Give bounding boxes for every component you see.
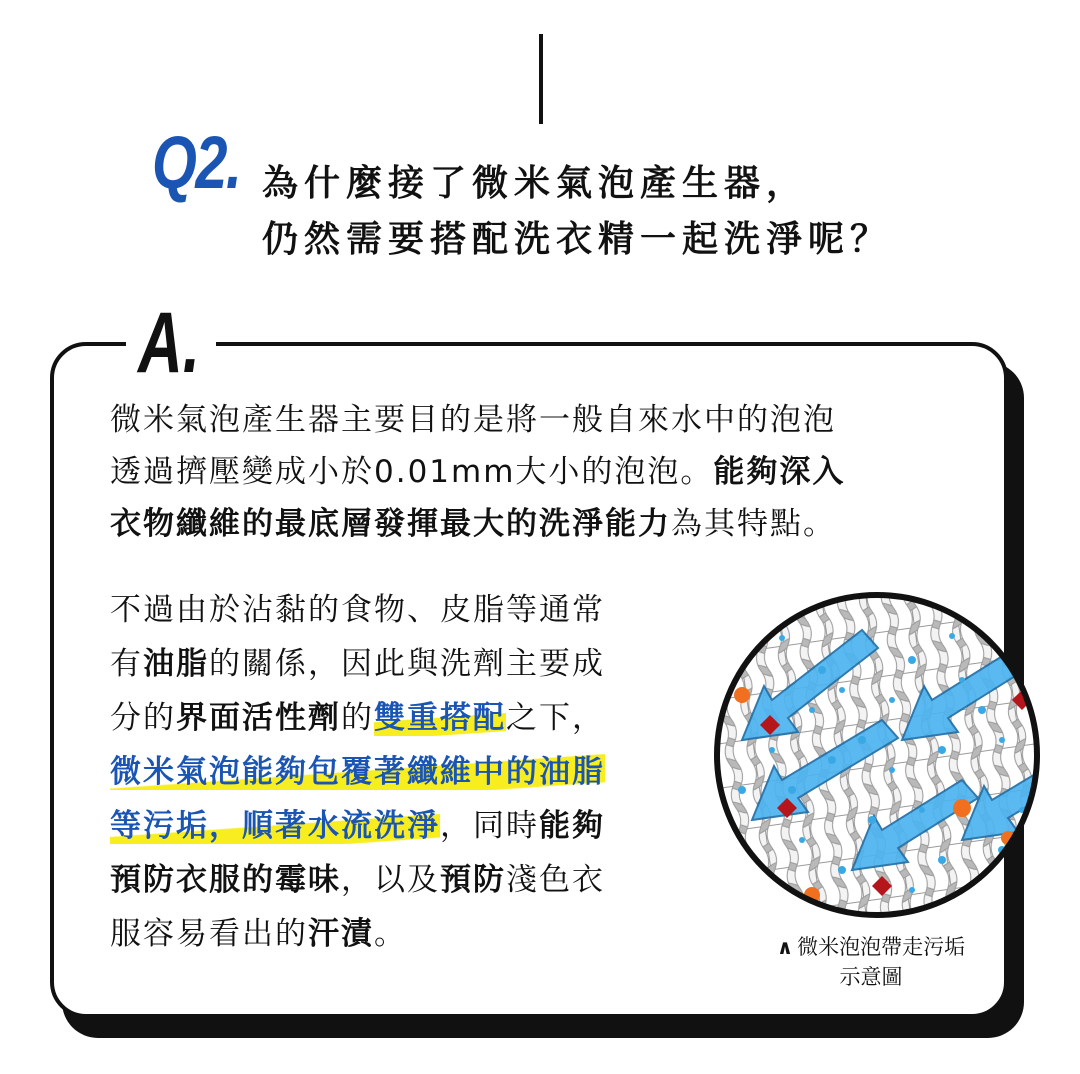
- question-number: Q2.: [152, 121, 241, 204]
- highlight-double-match: 雙重搭配: [374, 700, 506, 736]
- illustration-caption: [746, 932, 996, 992]
- caption-line-2: 示意圖: [839, 965, 903, 989]
- question-line-1: 為什麼接了微米氣泡產生器，: [262, 163, 809, 204]
- para1-line-1: 微米氣泡產生器主要目的是將一般自來水中的泡泡: [110, 402, 836, 438]
- microbubble-illustration: [712, 590, 1042, 920]
- caption-line-1: ∧ 微米泡泡帶走污垢: [776, 935, 966, 959]
- para2-line-1: 不過由於沾黏的食物、皮脂等通常: [110, 592, 605, 628]
- answer-paragraph-1: [110, 394, 990, 550]
- para2-line-5: 等污垢，順著水流洗淨，同時能夠: [110, 808, 605, 844]
- para2-line-2: 有油脂的關係，因此與洗劑主要成: [110, 646, 605, 682]
- answer-paragraph-2: [110, 583, 710, 961]
- question-text: [262, 156, 892, 268]
- para2-line-4: [110, 745, 710, 799]
- para2-line-7: 服容易看出的汗漬。: [110, 916, 407, 952]
- answer-label: A.: [126, 300, 216, 386]
- para1-line-2: 透過擠壓變成小於0.01mm大小的泡泡。能夠深入: [110, 454, 846, 490]
- para2-line-3: 分的界面活性劑的雙重搭配之下，: [110, 700, 605, 736]
- highlight-dirt: 等污垢，順著水流洗淨: [110, 808, 440, 844]
- para1-line-3: 衣物纖維的最底層發揮最大的洗淨能力為其特點。: [110, 506, 836, 542]
- caret-up-icon: ∧: [776, 935, 794, 959]
- highlight-microbubble: 微米氣泡能夠包覆著纖維中的油脂: [110, 754, 605, 790]
- divider-line: [539, 34, 543, 124]
- para2-line-6: 預防衣服的霉味，以及預防淺色衣: [110, 862, 605, 898]
- question-line-2: 仍然需要搭配洗衣精一起洗淨呢？: [262, 219, 893, 260]
